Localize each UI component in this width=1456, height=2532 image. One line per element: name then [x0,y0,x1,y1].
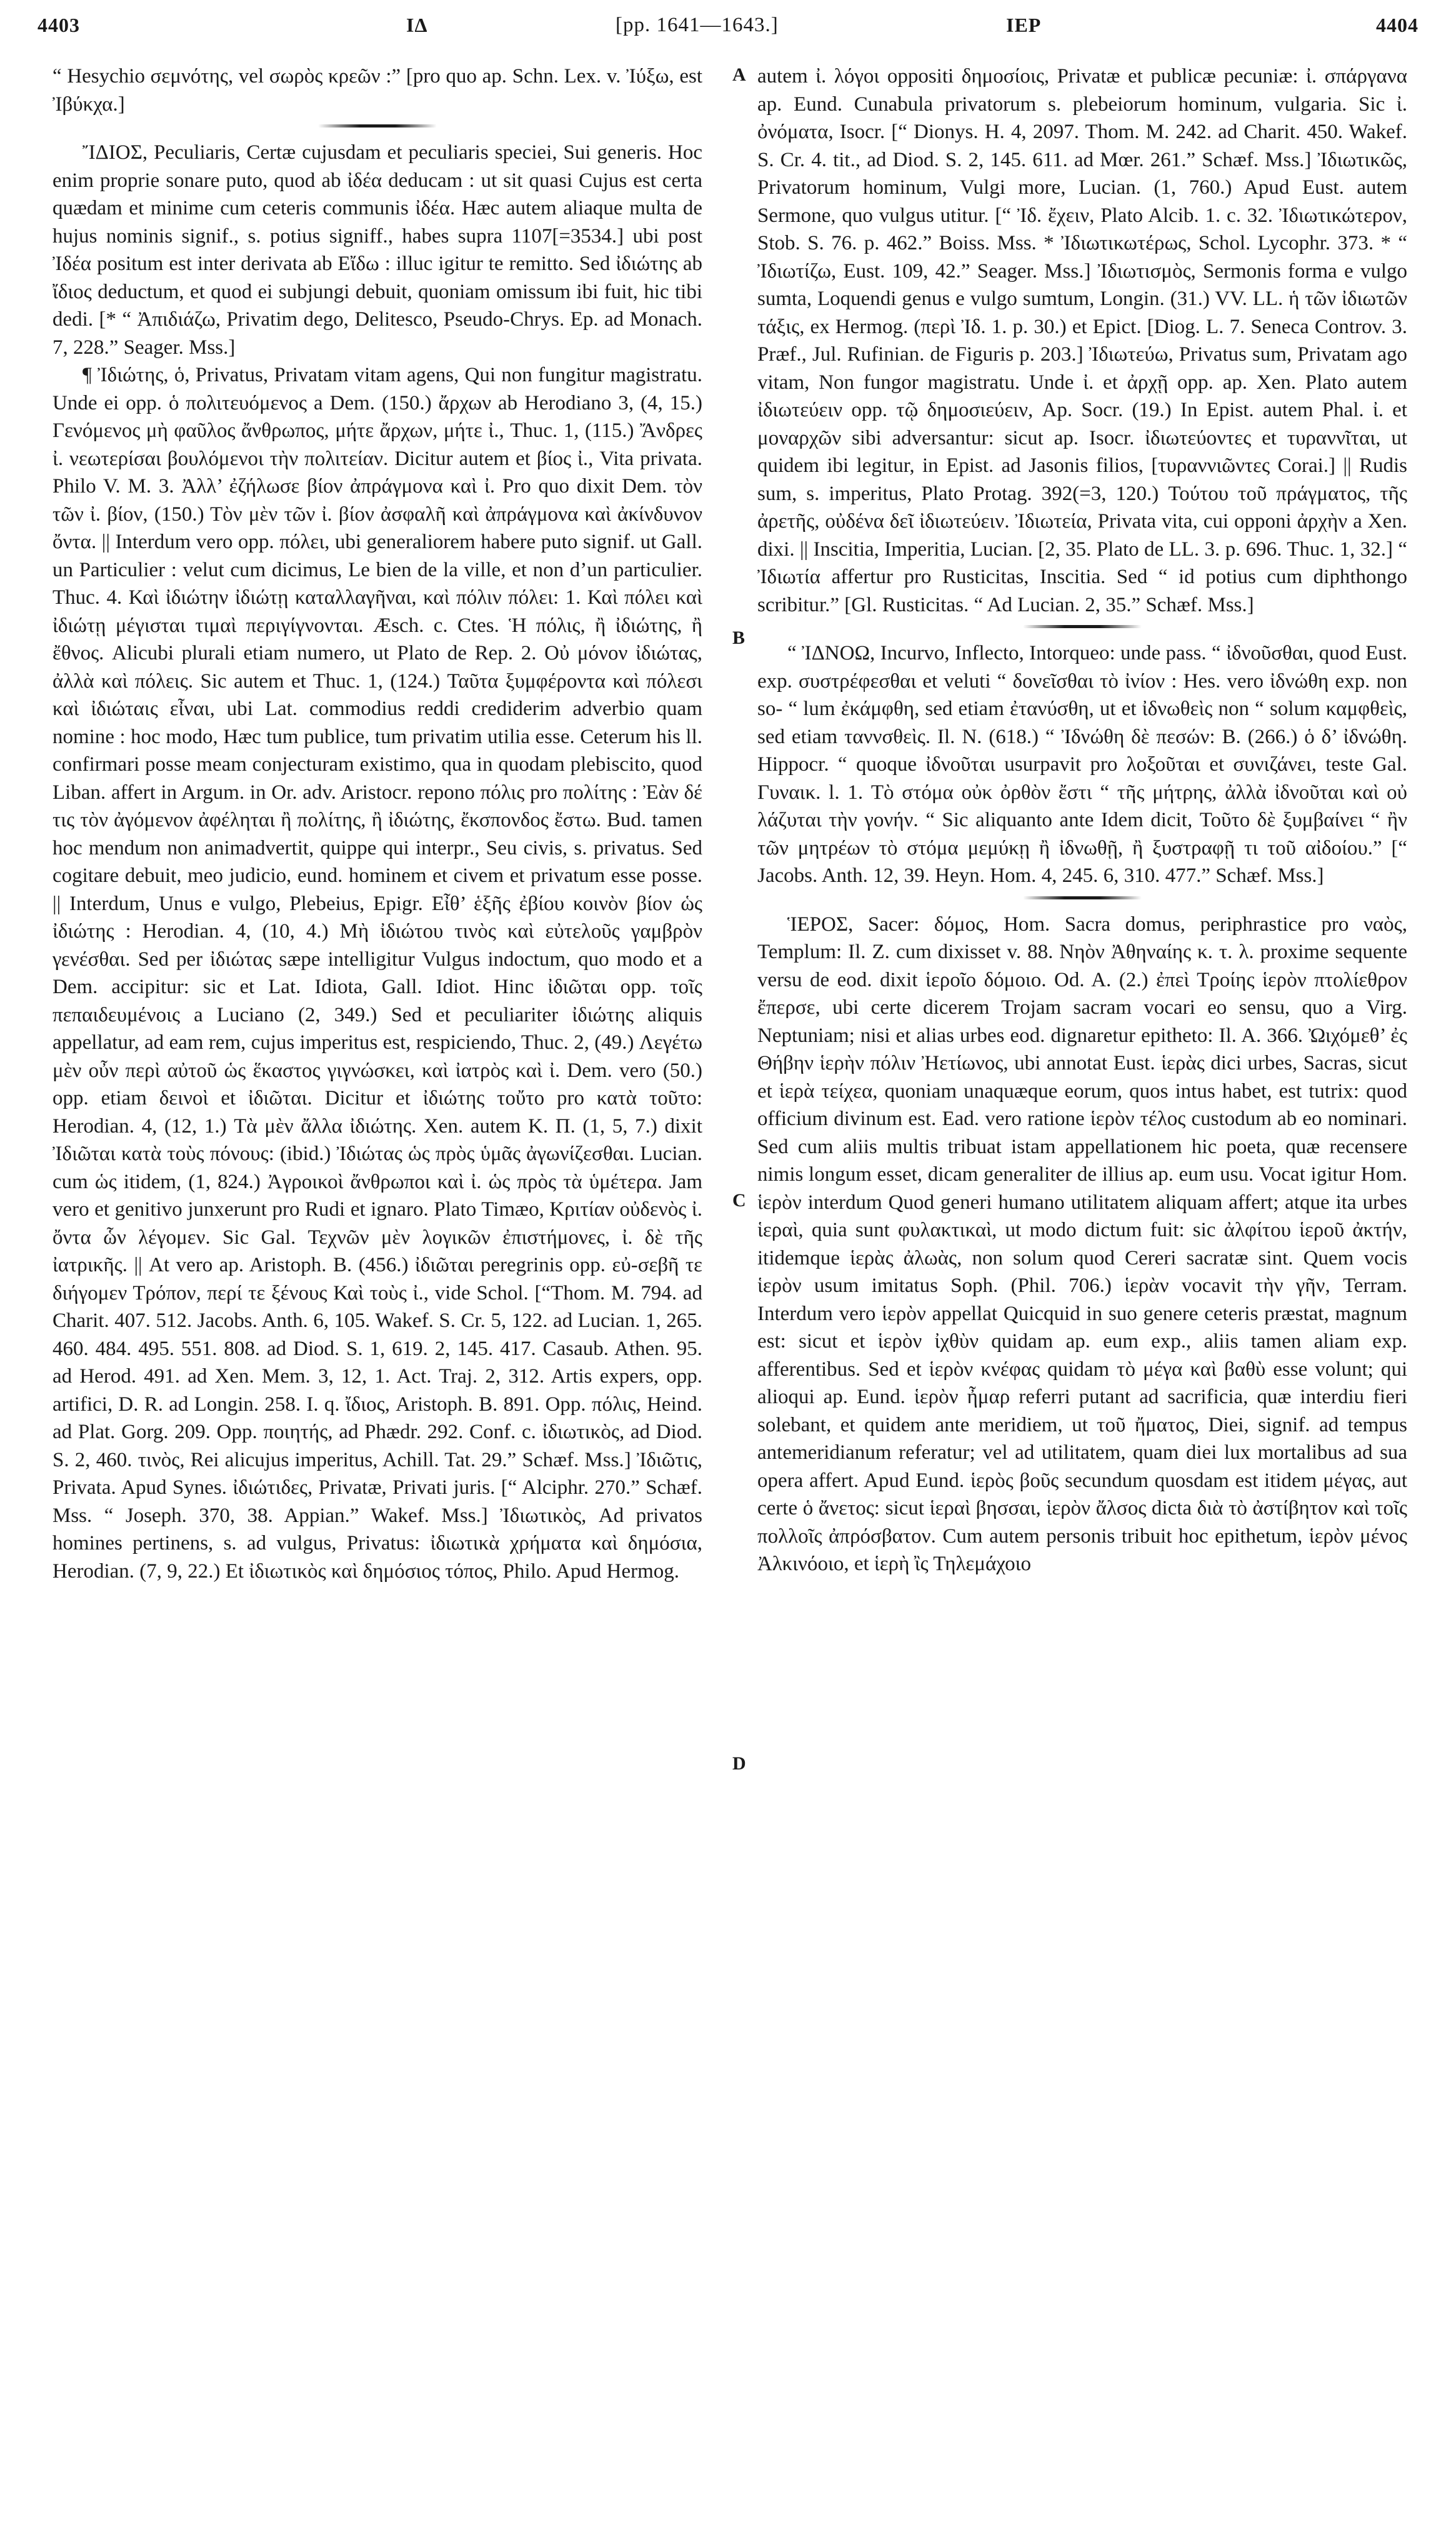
entry-idiotes: ¶ Ἰδιώτης, ὁ, Privatus, Privatam vitam agens, Qui non fungitur magistratu. Unde ei opp. ὁ πολιτευόμενος a Dem. (150.) ἄρχων ab Herodiano 3, (4, 15.) Γενόμενος μὴ φαῦλος ἄνθρωπος, μήτε ἄρχων, μήτε ἰ., Thuc. 1, (115.) Ἄνδρες ἰ. νεωτερίσαι βουλόμενοι τὴν πολιτείαν. Dicitur autem et βίος ἰ., Vita privata. Philo V. M. 3. Ἀλλ’ ἐζήλωσε βίον ἀπράγμονα καὶ ἰ. Pro quo dixit Dem. τὸν τῶν ἰ. βίον, (150.) Τὸν μὲν τῶν ἰ. βίον ἀσφαλῆ καὶ ἀπράγμονα καὶ ἀκίνδυνον ὄντα. || Interdum vero opp. πόλει, ubi generaliorem habere puto signif. ut Gall. un Particulier : velut cum dicimus, Le bien de la ville, et non d’un particulier. Thuc. 4. Καὶ ἰδιώτην ἰδιώτῃ καταλλαγῆναι, καὶ πόλιν πόλει: 1. Καὶ πόλει καὶ ἰδιώτῃ μέγισται τιμαὶ περιγίγνονται. Æsch. c. Ctes. Ἡ πόλις, ἢ ἰδιώτης, ἢ ἔθνος. Alicubi plurali etiam numero, ut Plato de Rep. 2. Οὐ μόνον ἰδιώτας, ἀλλὰ καὶ πόλεις. Sic autem et Thuc. 1, (124.) Ταῦτα ξυμφέροντα καὶ πόλεσι καὶ ἰδιώταις εἶναι, ubi Lat. commodius reddi crediderim adverbio quam nomine : hoc modo, Hæc tum publice, tum privatim utilia esse. Ceterum his ll. confirmari posse meam conjecturam existimo, qua in quodam plebiscito, quod Liban. affert in Argum. in Or. adv. Aristocr. repono πόλις pro πολίτης : Ἐὰν δέ τις τὸν ἀγόμενον ἀφέληται ἢ πολίτης, ἢ ἰδιώτης, ἔκσπονδος ἔστω. Bud. tamen hoc mendum non animadvertit, quippe qui interpr., Seu civis, s. privatus. Sed cogitare debuit, meo judicio, eund. hominem et civem et privatum esse posse. || Interdum, Unus e vulgo, Plebeius, Epigr. Εἶθ’ ἑξῆς ἐβίου κοινὸν βίον ὡς ἰδιώτης : Herodian. 4, (10, 4.) Μὴ ἰδιώτου τινὸς καὶ εὐτελοῦς γαμβρὸν γενέσθαι. Sed per ἰδιώτας sæpe intelligitur Vulgus indoctum, quo modo et a Dem. accipitur: sic et Lat. Idiota, Gall. Idiot. Hinc ἰδιῶται opp. τοῖς πεπαιδευμένοις a Luciano (2, 349.) Sed et peculiariter ἰδιώτης aliquis appellatur, ad eam rem, cujus imperitus est, respiciendo, Thuc. 2, (49.) Λεγέτω μὲν οὖν περὶ αὐτοῦ ὡς ἕκαστος γιγνώσκει, καὶ ἰατρὸς καὶ ἰ. Dem. vero (50.) opp. etiam δεινοὶ et ἰδιῶται. Dicitur et ἰδιώτης τοὔτο pro κατὰ τοῦτο: Herodian. 4, (12, 1.) Τὰ μὲν ἄλλα ἰδιώτης. Xen. autem K. Π. (1, 5, 7.) dixit Ἰδιῶται κατὰ τοὺς πόνους: (ibid.) Ἰδιώτας ὡς πρὸς ὑμᾶς ἀγωνίζεσθαι. Lucian. cum ὡς itidem, (1, 824.) Ἀγροικοὶ ἄνθρωποι καὶ ἰ. ὡς πρὸς τὰ ὑμέτερα. Jam vero et genitivo junxerunt pro Rudi et ignaro. Plato Timæo, Κριτίαν οὐδενὸς ἰ. ὄντα ὧν λέγομεν. Sic Gal. Τεχνῶν μὲν λογικῶν ἐπιστήμονες, ἰ. δὲ τῆς ἰατρικῆς. || At vero ap. Aristoph. B. (456.) ἰδιῶται peregrinis opp. εὐ-σεβῆ τε διήγομεν Τρόπον, περί τε ξένους Καὶ τοὺς ἰ., vide Schol. [“Thom. M. 794. ad Charit. 407. 512. Jacobs. Anth. 6, 105. Wakef. S. Cr. 5, 122. ad Lucian. 1, 265. 460. 484. 495. 551. 808. ad Diod. S. 1, 619. 2, 145. 417. Casaub. Athen. 95. ad Herod. 491. ad Xen. Mem. 3, 12, 1. Act. Traj. 2, 312. Artis expers, opp. artifici, D. R. ad Longin. 258. I. q. ἴδιος, Aristoph. B. 891. Opp. πόλις, Heind. ad Plat. Gorg. 209. Opp. ποιητής, ad Phædr. 292. Conf. c. ἰδιωτικὸς, ad Diod. S. 2, 460. τινὸς, Rei alicujus imperitus, Achill. Tat. 29.” Schæf. Mss.] Ἰδιῶτις, Privata. Apud Synes. ἰδιώτιδες, Privatæ, Privati juris. [“ Alciphr. 270.” Schæf. Mss. “ Joseph. 370, 38. Appian.” Wakef. Mss.] Ἰδιωτικὸς, Ad privatos homines pertinens, s. ad vulgus, Privatus: ἰδιωτικὰ χρήματα καὶ δημόσια, Herodian. (7, 9, 22.) Et ἰδιωτικὸς καὶ δημόσιος τόπος, Philo. Apud Hermog. [52,364,702,1583]
running-head [37,14,1419,51]
entry-idios: ἼΔΙΟΣ, Peculiaris, Certæ cujusdam et peculiaris speciei, Sui generis. Hoc enim proprie sonare puto, quod ab ἰδέα deducam : ut sit quasi Cujus est certa quædam et minime cum ceteris communis ἰδέα. Hæc autem aliaque multa de hujus nominis signif., s. potius signiff., habes supra 1107[=3534.] ubi post Ἰδέα positum est inter derivata ab Εἴδω : illuc igitur te remitto. Sed ἰδιώτης ab ἴδιος deductum, et quod ei subjungi debuit, quoniam omissum ibi fuit, hic tibi dedi. [* “ Ἀπιδιάζω, Privatim dego, Delitesco, Pseudo-Chrys. Ep. ad Monach. 7, 228.” Seager. Mss.] [52,141,702,359]
section-rule [1023,625,1142,628]
margin-letter-a: A [732,64,746,85]
margin-letter-b: B [732,628,745,648]
page-range: [pp. 1641—1643.] [616,14,779,36]
margin-letter-d: D [732,1753,746,1774]
section-rule [318,124,437,128]
margin-letter-c: C [732,1190,746,1211]
right-column [757,63,1407,2513]
left-column [52,63,702,2513]
hesychio-note: “ Hesychio σεμνότης, vel σωρὸς κρεῶν :” [pro quo ap. Schn. Lex. v. Ἰύξω, est Ἰβύκχα.] [52,65,702,116]
entry-idiotikos-cont: autem ἰ. λόγοι oppositi δημοσίοις, Privatæ et publicæ pecuniæ: ἰ. σπάργανα ap. Eund. Cunabula privatorum s. plebeiorum hominum, vulgaria. Sic ἰ. ὀνόματα, Isocr. [“ Dionys. H. 4, 2097. Thom. M. 242. ad Charit. 450. Wakef. S. Cr. 4. tit., ad Diod. S. 2, 145. 611. ad Mœr. 261.” Schæf. Mss.] Ἰδιωτικῶς, Privatorum hominum, Vulgi more, Lucian. (1, 760.) Apud Eust. autem Sermone, quo vulgus utitur. [“ Ἰδ. ἔχειν, Plato Alcib. 1. c. 32. Ἰδιωτικώτερον, Stob. S. 76. p. 462.” Boiss. Mss. * Ἰδιωτικωτέρως, Schol. Lycophr. 373. * “ Ἰδιωτίζω, Eust. 109, 42.” Seager. Mss.] Ἰδιωτισμὸς, Sermonis forma e vulgo sumta, Loquendi genus e vulgo sumtum, Longin. (31.) VV. LL. ἡ τῶν ἰδιωτῶν τάξις, ex Hermog. (περὶ Ἰδ. 1. p. 30.) et Epict. [Diog. L. 7. Seneca Controv. 3. Præf., Jul. Rufinian. de Figuris p. 203.] Ἰδιωτεύω, Privatus sum, Privatam ago vitam, Non fungor magistratu. Unde ἰ. et ἀρχῇ opp. ap. Xen. Plato autem ἰδιωτεύειν opp. τῷ δημοσιεύειν, Ap. Socr. (19.) In Epist. autem Phal. ἰ. et μοναρχῶν sibi adversantur: sicut ap. Isocr. ἰδιωτεύοντες et τυραννῖται, ut quidem ibi legitur, in Epist. ad Jasonis filios, [τυραννιῶντες Corai.] || Rudis sum, s. imperitus, Plato Protag. 392(=3, 120.) Τούτου τοῦ πράγματος, τῆς ἀρετῆς, οὐδένα δεῖ ἰδιωτεύειν. Ἰδιωτεία, Privata vita, cui opponi ἀρχὴν a Xen. dixi. || Inscitia, Imperitia, Lucian. [2, 35. Plato de LL. 3. p. 696. Thuc. 1, 32.] “ Ἰδιωτία affertur pro Rusticitas, Inscitia. Sed “ id potius cum diphthongo scribitur.” [Gl. Rusticitas. “ Ad Lucian. 2, 35.” Schæf. Mss.] [757,65,1407,616]
entry-idnoo: “ ἸΔΝΟΩ, Incurvo, Inflecto, Intorqueo: unde pass. “ ἰδνοῦσθαι, quod Eust. exp. συστρέφεσθαι et veluti “ δονεῖσθαι τὸ ἰνίον : Hes. vero ἰδνώθη exp. non so- “ lum ἐκάμφθη, sed etiam ἐτανύσθη, ut et ἰδνωθεὶς non “ solum καμφθεὶς, sed etiam ταννσθεὶς. Il. N. (618.) “ Ἰδνώθη δὲ πεσών: B. (266.) ὁ δ’ ἰδνώθη. Hippocr. “ quoque ἰδνοῦται usurpavit pro λοξοῦται et συνιζάνει, teste Gal. Γυναικ. l. 1. Τὸ στόμα οὐκ ὀρθὸν ἔστι “ τῆς μήτρης, ἀλλὰ ἰδνοῦται καὶ οὐ λάζυται τὴν γονήν. “ Sic aliquanto ante Idem dicit, Τοῦτο δὲ ξυμβαίνει “ ἢν τῶν μητρέων τὸ στόμα μεμύκῃ ἢ ἰδνωθῇ, ἢ ξυστραφῇ τι τοῦ αἰδοίου.” [“ Jacobs. Anth. 12, 39. Heyn. Hom. 4, 245. 6, 310. 477.” Schæf. Mss.] [757,642,1407,887]
left-column-number: 4403 [37,14,80,36]
entry-ieros: ἹΕΡΟΣ, Sacer: δόμος, Hom. Sacra domus, periphrastice pro ναὸς, Templum: Il. Z. cum dixisset v. 88. Νηὸν Ἀθηναίης κ. τ. λ. proxime sequente versu de eod. dixit ἱεροῖο δόμοιο. Od. A. (2.) ἐπεὶ Τροίης ἱερὸν πτολίεθρον ἔπερσε, ubi certe dicerem Trojam sacram vocari eo sensu, quo a Virg. Neptuniam; nisi et alias urbes eod. dignaretur epitheto: Il. A. 366. Ὠιχόμεθ’ ἐς Θήβην ἱερὴν πόλιν Ἠετίωνος, ubi annotat Eust. ἱερὰς dici urbes, Sacras, sicut et ἱερὰ τείχεα, quoniam unaquæque eorum, quos intus habet, est tutrix: quod officium divinum est. Ead. vero ratione ἱερὸν τέλος custodum ab eo nominari. Sed cum aliis multis tribuat istam appellationem hic poeta, quæ recensere nimis longum esset, dicam generaliter de illius ap. eum usu. Vocat igitur Hom. ἱερὸν interdum Quod generi humano utilitatem aliquam affert; atque ita urbes ἱεραὶ, quia sunt φυλακτικαὶ, ut modo dictum fuit: sic ἀλφίτου ἱεροῦ ἀκτήν, itidemque ἱερὰς ἀλωὰς, non solum quod Cereri sacratæ sint. Quem vocis ἱερὸν usum imitatus Soph. (Phil. 706.) ἱερὰν vocavit τὴν γῆν, Terram. Interdum vero ἱερὸν appellat Quicquid in suo genere ceteris præstat, magnum est: sicut et ἱερὸν ἰχθὺν quidam ap. eum exp., aliis tamen aliam exp. afferentibus. Sed et ἱερὸν κνέφας quidam τὸ μέγα καὶ βαθὺ esse volunt; qui alioqui ap. Eund. ἱερὸν ἦμαρ referri putant ad sacrificia, quæ interdiu fieri solebant, et quidem ante meridiem, ut τοῦ ἤματος, Diei, signif. ad tempus antemeridianum referatur; vel ad utilitatem, quam diei lux mortalibus ad sua opera affert. Apud Eund. ἱερὸς βοῦς secundum quosdam est itidem μέγας, aut certe ὁ ἄνετος: sicut ἱεραὶ βησσαι, ἱερὸν ἄλσος dicta διὰ τὸ ἀστίβητον καὶ τοῖς πολλοῖς ἀπρόσβατον. Cum autem personis tribuit hoc epithetum, ἱερὸν μένος Ἀλκινόοιο, et ἱερὴ ἲς Τηλεμάχοιο [757,913,1407,1575]
left-letter-heading: ΙΔ [406,14,428,36]
right-column-number: 4404 [1376,14,1419,36]
section-rule [1023,896,1142,899]
right-letter-heading: ΙΕΡ [1006,14,1042,36]
